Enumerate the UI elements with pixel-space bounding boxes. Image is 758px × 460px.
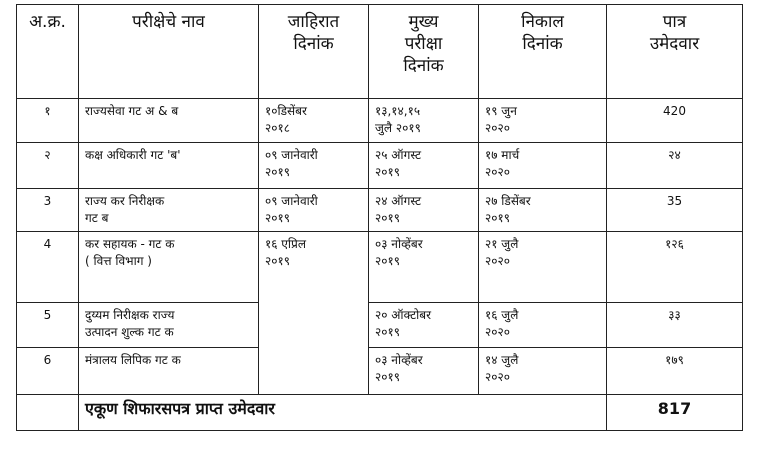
table-row [17,232,743,303]
header-row [17,5,743,99]
header-advertisement-date: जाहिरात दिनांक [259,5,369,99]
sr-no-cell: 4 [17,232,79,303]
exam-name-cell: राज्य कर निरीक्षक गट ब [79,189,259,232]
total-value: 817 [607,395,743,431]
advertisement-date-cell: ०९ जानेवारी २०१९ [259,143,369,189]
header-exam-name: परीक्षेचे नाव [79,5,259,99]
exam-results-table [16,4,743,431]
sr-no-cell: 6 [17,348,79,395]
result-date-cell: १७ मार्च २०२० [479,143,607,189]
main-exam-date-cell: १३,१४,१५ जुलै २०१९ [369,99,479,143]
exam-name-cell: मंत्रालय लिपिक गट क [79,348,259,395]
main-exam-date-cell: ०३ नोव्हेंबर २०१९ [369,232,479,303]
exam-name-cell: कर सहायक - गट क ( वित्त विभाग ) [79,232,259,303]
result-date-cell: १४ जुलै २०२० [479,348,607,395]
main-exam-date-cell: २५ ऑगस्ट २०१९ [369,143,479,189]
header-sr-no: अ.क्र. [17,5,79,99]
eligible-count-cell: 420 [607,99,743,143]
table-row [17,348,743,395]
table-row [17,99,743,143]
advertisement-date-cell: १६ एप्रिल २०१९ [259,232,369,395]
main-exam-date-cell: २४ ऑगस्ट २०१९ [369,189,479,232]
exam-name-cell: राज्यसेवा गट अ & ब [79,99,259,143]
header-main-exam-date: मुख्य परीक्षा दिनांक [369,5,479,99]
total-row [17,395,743,431]
eligible-count-cell: २४ [607,143,743,189]
sr-no-cell: १ [17,99,79,143]
sr-no-cell: २ [17,143,79,189]
result-date-cell: २१ जुलै २०२० [479,232,607,303]
table-row [17,189,743,232]
header-result-date: निकाल दिनांक [479,5,607,99]
sr-no-cell: 3 [17,189,79,232]
result-date-cell: १६ जुलै २०२० [479,303,607,348]
header-eligible-candidates: पात्र उमेदवार [607,5,743,99]
main-exam-date-cell: ०३ नोव्हेंबर २०१९ [369,348,479,395]
eligible-count-cell: १७९ [607,348,743,395]
sr-no-cell: 5 [17,303,79,348]
result-date-cell: १९ जुन २०२० [479,99,607,143]
exam-name-cell: दुय्यम निरीक्षक राज्य उत्पादन शुल्क गट क [79,303,259,348]
eligible-count-cell: ३३ [607,303,743,348]
eligible-count-cell: १२६ [607,232,743,303]
exam-name-cell: कक्ष अधिकारी गट 'ब' [79,143,259,189]
total-label: एकूण शिफारसपत्र प्राप्त उमेदवार [79,395,607,431]
main-exam-date-cell: २० ऑक्टोबर २०१९ [369,303,479,348]
table-row [17,303,743,348]
total-empty-cell [17,395,79,431]
result-date-cell: २७ डिसेंबर २०१९ [479,189,607,232]
advertisement-date-cell: ०९ जानेवारी २०१९ [259,189,369,232]
advertisement-date-cell: १०डिसेंबर २०१८ [259,99,369,143]
table-row [17,143,743,189]
eligible-count-cell: 35 [607,189,743,232]
